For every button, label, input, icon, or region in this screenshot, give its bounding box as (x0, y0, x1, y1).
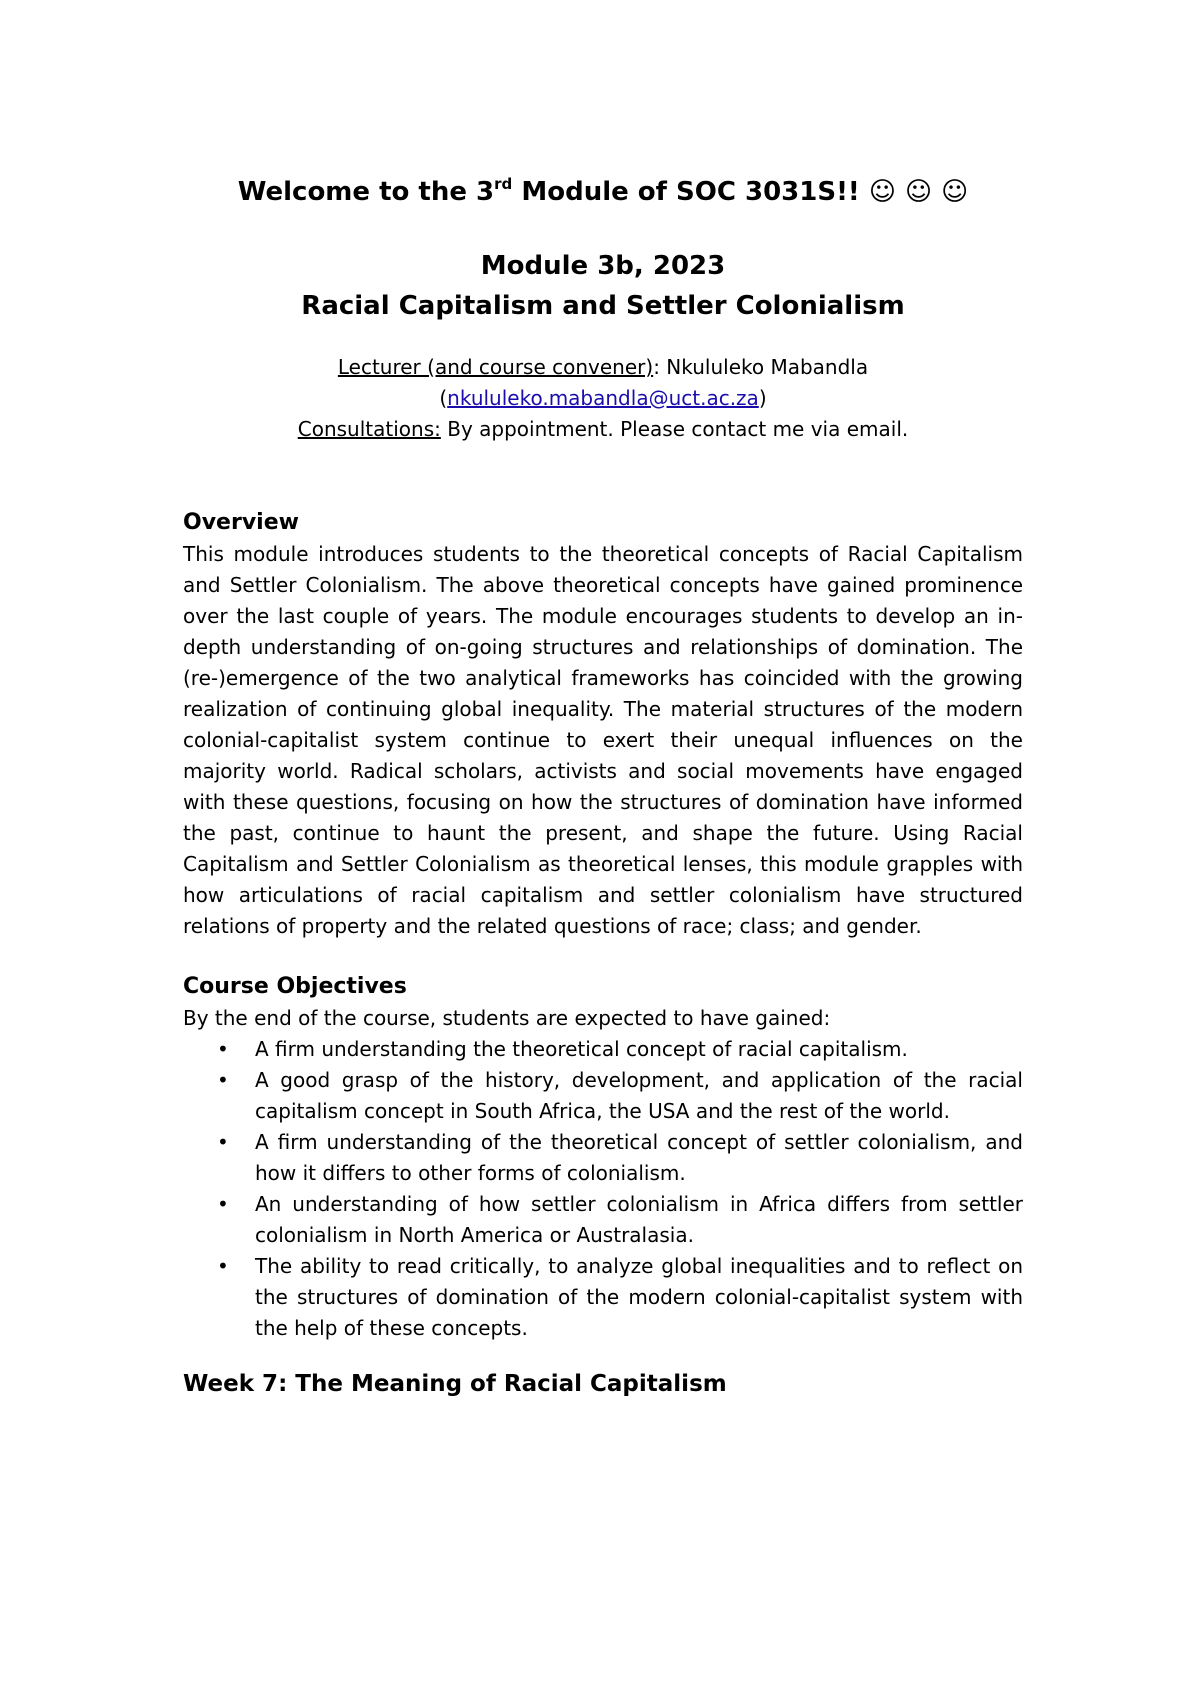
objective-text: An understanding of how settler colonialism in Africa differs from settler colonialism in North America or Australasia. (255, 1192, 1023, 1247)
welcome-title (183, 174, 1023, 210)
bullet-icon: • (217, 1130, 229, 1154)
lecturer-email-line (183, 383, 1023, 414)
course-objectives-heading: Course Objectives (183, 974, 407, 999)
objective-item (183, 1127, 1023, 1189)
lecturer-name: Nkululeko Mabandla (659, 355, 869, 379)
objectives-list (183, 1034, 1023, 1344)
lecturer-line (183, 352, 1023, 383)
bullet-icon: • (217, 1192, 229, 1216)
lecturer-info (183, 352, 1023, 445)
email-close-paren: ) (758, 386, 767, 410)
welcome-title-rest: Module of SOC 3031S!! ☺ ☺ ☺ (512, 177, 969, 207)
overview-paragraph: This module introduces students to the theoretical concepts of Racial Capitalism and Settler Colonialism. The above theoretical concepts have gained prominence over the last couple of years. The module encourages students to develop an in-depth understanding of on-going structures and relationships of domination. The (re-)emergence of the two analytical frameworks has coincided with the growing realization of continuing global inequality. The material structures of the modern colonial-capitalist system continue to exert their unequal influences on the majority world. Radical scholars, activists and social movements have engaged with these questions, focusing on how the structures of domination have informed the past, continue to haunt the present, and shape the future. Using Racial Capitalism and Settler Colonialism as theoretical lenses, this module grapples with how articulations of racial capitalism and settler colonialism have structured relations of property and the related questions of race; class; and gender. (183, 542, 1023, 938)
week-7-heading (183, 1368, 1023, 1400)
consultations-line (183, 414, 1023, 445)
lecturer-label: Lecturer (and course convener) (337, 355, 654, 379)
lecturer-separator: : (653, 355, 660, 379)
objective-text: A good grasp of the history, development, and application of the racial capitalism concept in South Africa, the USA and the rest of the world. (255, 1068, 1023, 1123)
objectives-intro: By the end of the course, students are expected to have gained: (183, 1006, 831, 1030)
objective-item (183, 1189, 1023, 1251)
welcome-title-superscript: rd (494, 175, 513, 193)
bullet-icon: • (217, 1254, 229, 1278)
week-7-label: Week 7 (183, 1371, 279, 1397)
bullet-icon: • (217, 1037, 229, 1061)
bullet-icon: • (217, 1068, 229, 1092)
module-number: Module 3b, 2023 (480, 251, 726, 281)
objective-text: A firm understanding the theoretical concept of racial capitalism. (255, 1037, 908, 1061)
consultations-label: Consultations: (297, 417, 441, 441)
lecturer-email-link[interactable]: nkululeko.mabandla@uct.ac.za (447, 386, 759, 410)
week-7-separator: : (278, 1371, 296, 1397)
module-title: Racial Capitalism and Settler Colonialism (301, 291, 905, 321)
email-open-paren: ( (439, 386, 448, 410)
document-content (183, 174, 1023, 1400)
objective-item (183, 1065, 1023, 1127)
objective-item (183, 1034, 1023, 1065)
overview-heading: Overview (183, 510, 299, 535)
week-7-title: The Meaning of Racial Capitalism (295, 1371, 727, 1397)
consultations-text: By appointment. Please contact me via email. (440, 417, 909, 441)
welcome-title-main: Welcome to the 3 (237, 177, 495, 207)
objective-item (183, 1251, 1023, 1344)
objective-text: The ability to read critically, to analyze global inequalities and to reflect on the structures of domination of the modern colonial-capitalist system with the help of these concepts. (255, 1254, 1023, 1340)
objective-text: A firm understanding of the theoretical concept of settler colonialism, and how it differs to other forms of colonialism. (255, 1130, 1023, 1185)
